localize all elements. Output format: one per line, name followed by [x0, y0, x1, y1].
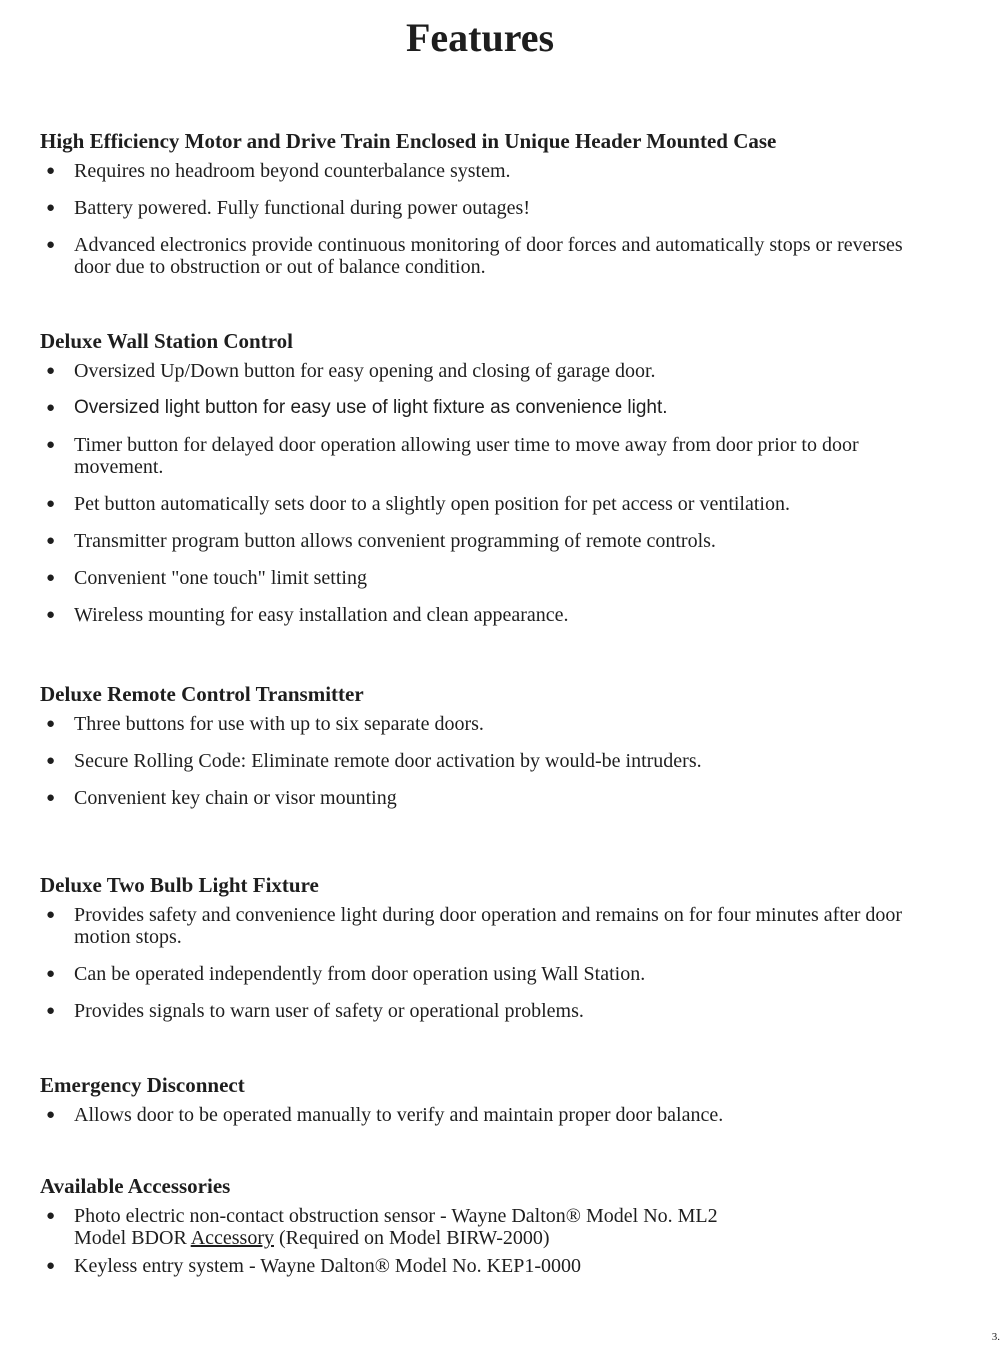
list-item: ● Oversized light button for easy use of light fixture as convenience light. [46, 397, 668, 418]
list-item: ● Wireless mounting for easy installation and clean appearance. [46, 604, 569, 626]
section-accessories [40, 1173, 940, 1292]
section-heading: Available Accessories [40, 1174, 231, 1198]
section-heading: Deluxe Wall Station Control [40, 329, 293, 353]
bullet-icon: ● [46, 753, 56, 769]
bullet-icon: ● [46, 437, 56, 453]
bullet-icon: ● [46, 570, 56, 586]
list-item: ● Can be operated independently from door operation using Wall Station. [46, 963, 646, 985]
section-heading: High Efficiency Motor and Drive Train Enclosed in Unique Header Mounted Case [40, 129, 777, 153]
page-title: Features [405, 15, 555, 60]
bullet-list [40, 160, 940, 278]
bullet-icon: ● [46, 907, 56, 923]
page-number: 3. [991, 1331, 1000, 1343]
bullet-icon: ● [46, 533, 56, 549]
list-item: ● Oversized Up/Down button for easy opening and closing of garage door. [46, 360, 656, 382]
bullet-list [40, 1104, 940, 1126]
section-motor [40, 128, 940, 293]
bullet-list [40, 713, 940, 809]
list-item: ● Convenient "one touch" limit setting [46, 567, 367, 589]
underlined-text: Accessory [190, 1227, 274, 1249]
list-item: ● Pet button automatically sets door to a slightly open position for pet access or ventilation. [46, 493, 790, 515]
bullet-icon: ● [46, 1208, 56, 1224]
bullet-icon: ● [46, 363, 56, 379]
list-item: ● Advanced electronics provide continuous monitoring of door forces and automatically stops or reverses door due to obstruction or out of balance condition. [46, 234, 903, 278]
bullet-icon: ● [46, 1003, 56, 1019]
section-light-fixture [40, 872, 940, 1037]
accessory-line: Model BDOR Accessory (Required on Model BIRW-2000) [74, 1227, 550, 1249]
list-item: ● Provides signals to warn user of safety or operational problems. [46, 1000, 584, 1022]
list-item: ● Transmitter program button allows convenient programming of remote controls. [46, 530, 716, 552]
bullet-icon: ● [46, 790, 56, 806]
bullet-icon: ● [46, 1107, 56, 1123]
bullet-icon: ● [46, 200, 56, 216]
bullet-icon: ● [46, 716, 56, 732]
list-item: ● Battery powered. Fully functional during power outages! [46, 197, 530, 219]
bullet-icon: ● [46, 400, 56, 416]
bullet-icon: ● [46, 1258, 56, 1274]
bullet-list [40, 360, 940, 626]
list-item: ● Photo electric non-contact obstruction sensor - Wayne Dalton® Model No. ML2 Model BDOR Accessory (Required on Model BIRW-2000) [40, 1205, 940, 1249]
list-item: ● Timer button for delayed door operation allowing user time to move away from door prior to door movement. [46, 434, 859, 478]
section-heading: Emergency Disconnect [40, 1073, 245, 1097]
list-item: ● Allows door to be operated manually to verify and maintain proper door balance. [46, 1104, 724, 1126]
section-heading: Deluxe Remote Control Transmitter [40, 682, 364, 706]
bullet-icon: ● [46, 966, 56, 982]
bullet-icon: ● [46, 237, 56, 253]
list-item: ● Three buttons for use with up to six separate doors. [46, 713, 484, 735]
list-item: ● Convenient key chain or visor mounting [46, 787, 397, 809]
bullet-list [40, 904, 940, 1022]
list-item: ● Keyless entry system - Wayne Dalton® Model No. KEP1-0000 [46, 1255, 582, 1277]
section-remote-transmitter [40, 681, 940, 824]
bullet-icon: ● [46, 607, 56, 623]
section-heading: Deluxe Two Bulb Light Fixture [40, 873, 319, 897]
bullet-icon: ● [46, 163, 56, 179]
bullet-icon: ● [46, 496, 56, 512]
section-emergency-disconnect [40, 1072, 940, 1141]
list-item: ● Requires no headroom beyond counterbalance system. [46, 160, 511, 182]
bullet-list [40, 1205, 940, 1277]
list-item: ● Provides safety and convenience light during door operation and remains on for four minutes after door motion stops. [46, 904, 903, 948]
section-wall-station [40, 328, 940, 641]
list-item: ● Secure Rolling Code: Eliminate remote door activation by would-be intruders. [46, 750, 702, 772]
